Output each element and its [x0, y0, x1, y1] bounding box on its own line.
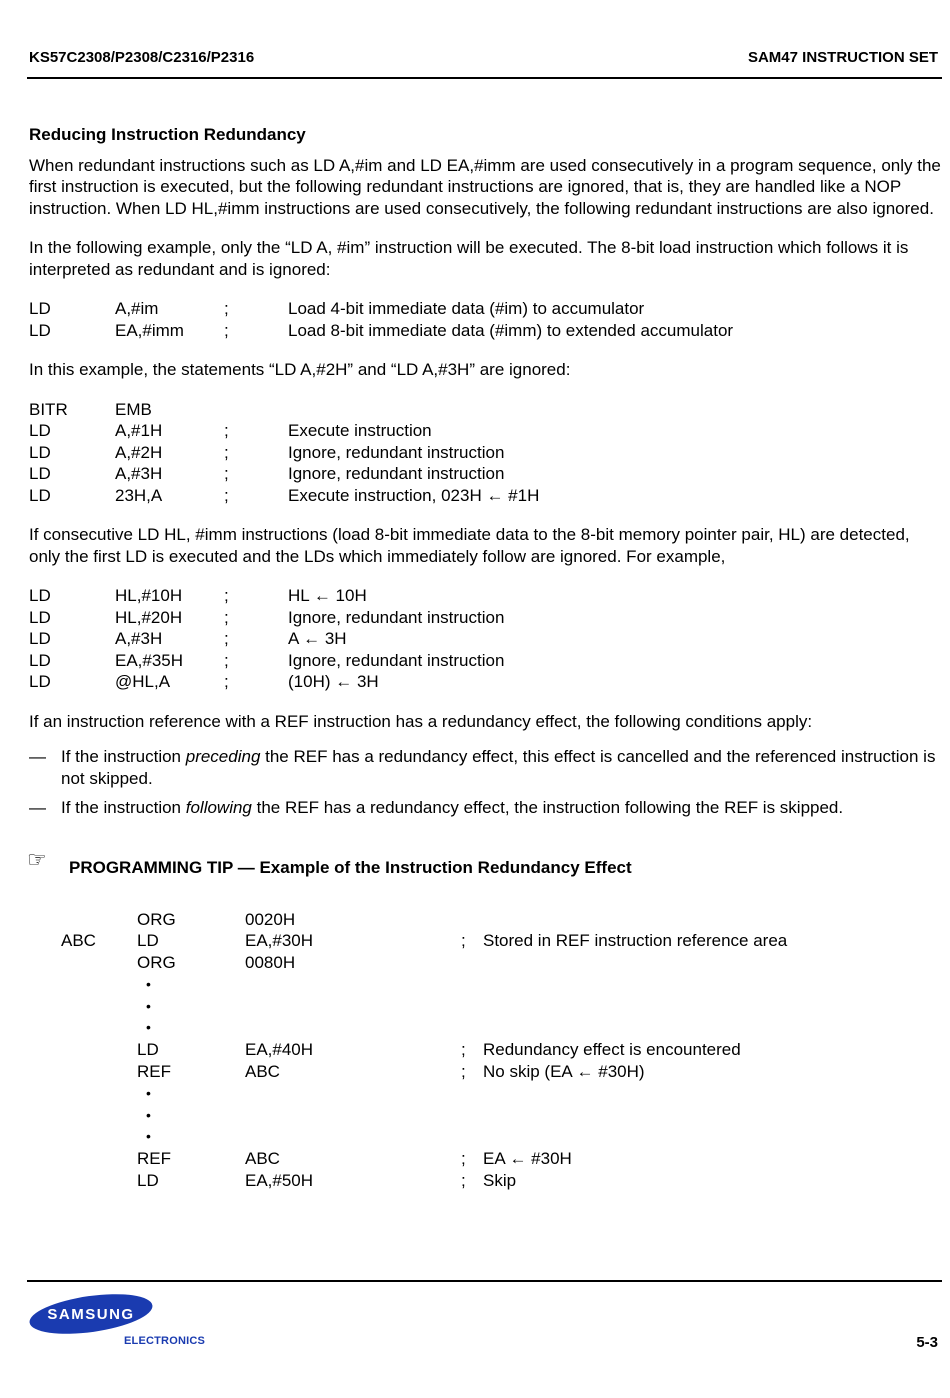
program-line: [29, 1148, 941, 1170]
program-separator: ;: [461, 931, 466, 951]
code-operand: A,#3H: [115, 464, 163, 483]
program-operand: 0080H: [245, 953, 296, 973]
program-line: [29, 1083, 941, 1105]
code-comment: Execute instruction: [288, 421, 432, 440]
program-comment: EA ← #30H: [483, 1149, 572, 1169]
program-operand: EA,#50H: [245, 1171, 314, 1191]
code-opcode: LD: [29, 629, 51, 648]
ellipsis-dot: •: [146, 1019, 151, 1036]
code-comment: Ignore, redundant instruction: [288, 650, 505, 670]
code-example-1: [29, 298, 941, 341]
condition-item: [29, 746, 941, 789]
condition-item: [29, 797, 941, 819]
program-separator: ;: [461, 1149, 466, 1169]
paragraph-hl-redundancy: If consecutive LD HL, #imm instructions (load 8-bit immediate data to the 8-bit memory pointer pair, HL) are detected, only the first LD is executed and the LDs which immediately follow are ignored. For example,: [29, 525, 910, 566]
code-operand: A,#im: [115, 299, 159, 318]
code-opcode: LD: [29, 299, 51, 318]
ellipsis-dot: •: [146, 997, 151, 1014]
code-line: [29, 671, 941, 693]
code-line: [29, 463, 941, 485]
code-operand: HL,#20H: [115, 607, 183, 627]
program-operand: EA,#40H: [245, 1040, 314, 1060]
code-opcode: LD: [29, 320, 51, 340]
pointing-hand-icon: ☞: [27, 846, 47, 872]
code-comment: Ignore, redundant instruction: [288, 464, 505, 483]
code-line: [29, 320, 941, 342]
code-comment: A ← 3H: [288, 629, 347, 648]
program-line: [29, 952, 941, 974]
paragraph-example-intro: In the following example, only the “LD A, #im” instruction will be executed. The 8-bit load instruction which follows it is interpreted as redundant and is ignored:: [29, 238, 909, 279]
program-opcode: LD: [137, 931, 159, 951]
condition-emphasis: preceding: [185, 747, 261, 766]
code-opcode: LD: [29, 442, 51, 462]
condition-text-end: the REF has a redundancy effect, the instruction following the REF is skipped.: [251, 798, 844, 817]
code-line: [29, 485, 941, 507]
program-line: [29, 1061, 941, 1083]
condition-emphasis: following: [185, 798, 252, 817]
program-operand: EA,#30H: [245, 931, 314, 951]
page-number: 5-3: [916, 1334, 938, 1351]
em-dash-bullet: —: [29, 747, 46, 766]
program-separator: ;: [461, 1040, 466, 1060]
condition-text-end: the REF has a redundancy effect, this effect is cancelled and the referenced instruction is not skipped.: [61, 747, 936, 788]
code-comment: Load 4-bit immediate data (#im) to accumulator: [288, 299, 645, 318]
paragraph-ref-conditions: If an instruction reference with a REF instruction has a redundancy effect, the following conditions apply:: [29, 711, 813, 731]
samsung-logo: [28, 1293, 154, 1335]
code-line: [29, 399, 941, 421]
code-opcode: LD: [29, 485, 51, 505]
programming-tip-heading: [27, 846, 941, 881]
code-line: [29, 607, 941, 629]
code-separator: ;: [224, 485, 229, 505]
code-example-2: [29, 399, 941, 507]
program-opcode: ORG: [137, 953, 176, 973]
code-line: [29, 420, 941, 442]
code-separator: ;: [224, 299, 229, 318]
main-content: [29, 124, 941, 1192]
program-listing: [29, 909, 941, 1192]
code-opcode: LD: [29, 650, 51, 670]
code-operand: EA,#35H: [115, 650, 184, 670]
footer-rule: [27, 1280, 942, 1282]
program-line: [29, 1170, 941, 1192]
program-operand: ABC: [245, 1062, 280, 1082]
program-operand: 0020H: [245, 909, 296, 929]
program-line: [29, 909, 941, 931]
code-operand: A,#2H: [115, 442, 163, 462]
code-comment: Execute instruction, 023H ← #1H: [288, 485, 540, 505]
ellipsis-dot: •: [146, 1128, 151, 1145]
program-comment: Stored in REF instruction reference area: [483, 931, 788, 951]
program-opcode: LD: [137, 1040, 159, 1060]
code-separator: ;: [224, 421, 229, 440]
program-opcode: REF: [137, 1149, 171, 1169]
program-opcode: LD: [137, 1171, 159, 1191]
code-separator: ;: [224, 320, 229, 340]
program-separator: ;: [461, 1171, 466, 1191]
code-separator: ;: [224, 464, 229, 483]
logo-subtitle: ELECTRONICS: [124, 1335, 206, 1347]
code-operand: EA,#imm: [115, 320, 184, 340]
program-operand: ABC: [245, 1149, 280, 1169]
code-line: [29, 298, 941, 320]
code-operand: A,#1H: [115, 421, 163, 440]
code-opcode: LD: [29, 586, 51, 605]
code-line: [29, 628, 941, 650]
program-line: [29, 930, 941, 952]
section-title: Reducing Instruction Redundancy: [29, 125, 306, 144]
samsung-logo-text: SAMSUNG: [47, 1306, 135, 1323]
code-operand: HL,#10H: [115, 586, 183, 605]
program-comment: No skip (EA ← #30H): [483, 1062, 645, 1082]
program-line: [29, 1039, 941, 1061]
code-line: [29, 442, 941, 464]
program-line: [29, 1105, 941, 1127]
header-part-number: KS57C2308/P2308/C2316/P2316: [29, 49, 255, 66]
program-line: [29, 1126, 941, 1148]
program-opcode: REF: [137, 1062, 171, 1082]
code-comment: Ignore, redundant instruction: [288, 607, 505, 627]
paragraph-ignored-statements: In this example, the statements “LD A,#2H” and “LD A,#3H” are ignored:: [29, 360, 571, 379]
ellipsis-dot: •: [146, 1106, 151, 1123]
code-comment: Load 8-bit immediate data (#imm) to extended accumulator: [288, 320, 734, 340]
program-line: [29, 996, 941, 1018]
em-dash-bullet: —: [29, 798, 46, 817]
code-separator: ;: [224, 629, 229, 648]
condition-text-start: If the instruction: [61, 798, 186, 817]
code-opcode: BITR: [29, 399, 68, 419]
code-opcode: LD: [29, 421, 51, 440]
code-separator: ;: [224, 586, 229, 605]
code-opcode: LD: [29, 464, 51, 483]
code-comment: Ignore, redundant instruction: [288, 442, 505, 462]
code-comment: (10H) ← 3H: [288, 672, 379, 691]
header-section-title: SAM47 INSTRUCTION SET: [747, 49, 938, 66]
code-opcode: LD: [29, 607, 51, 627]
code-operand: A,#3H: [115, 629, 163, 648]
program-comment: Redundancy effect is encountered: [483, 1040, 741, 1060]
program-comment: Skip: [483, 1171, 517, 1191]
program-line: [29, 974, 941, 996]
ellipsis-dot: •: [146, 975, 151, 992]
code-operand: EMB: [115, 399, 152, 419]
code-line: [29, 585, 941, 607]
page-header: [29, 49, 938, 71]
condition-list: [29, 746, 941, 819]
header-rule: [27, 77, 942, 79]
code-separator: ;: [224, 607, 229, 627]
code-operand: 23H,A: [115, 485, 163, 505]
paragraph-intro: When redundant instructions such as LD A,#im and LD EA,#imm are used consecutively in a program sequence, only the first instruction is executed, but the following redundant instructions are ignored, that is, they are handled like a NOP instruction. When LD HL,#imm instructions are used consecutively, the following redundant instructions are also ignored.: [29, 155, 941, 218]
code-separator: ;: [224, 672, 229, 691]
code-opcode: LD: [29, 672, 51, 691]
program-opcode: ORG: [137, 909, 176, 929]
condition-text-start: If the instruction: [61, 747, 186, 766]
code-separator: ;: [224, 442, 229, 462]
programming-tip-title: PROGRAMMING TIP — Example of the Instruction Redundancy Effect: [69, 857, 632, 877]
program-line: [29, 1017, 941, 1039]
code-operand: @HL,A: [115, 672, 171, 691]
code-comment: HL ← 10H: [288, 586, 367, 605]
ellipsis-dot: •: [146, 1084, 151, 1101]
code-separator: ;: [224, 650, 229, 670]
code-line: [29, 650, 941, 672]
program-separator: ;: [461, 1062, 466, 1082]
code-example-3: [29, 585, 941, 693]
program-label: ABC: [61, 931, 96, 951]
